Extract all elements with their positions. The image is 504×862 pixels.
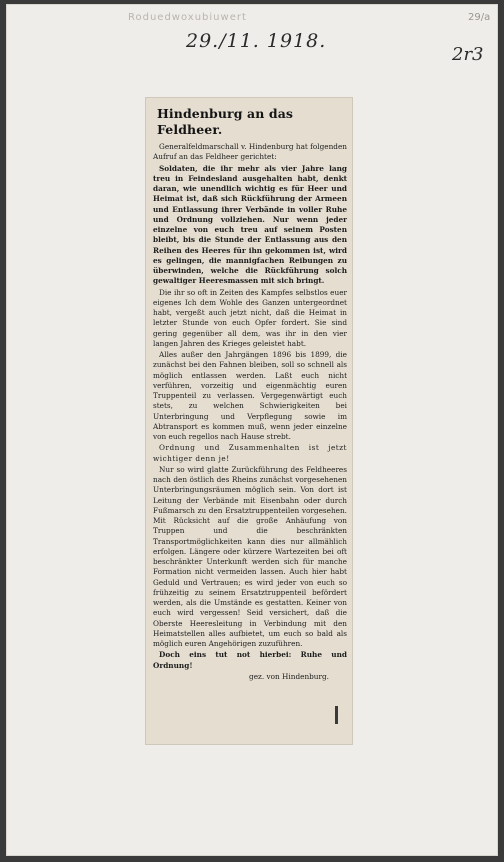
paragraph-intro: Generalfeldmarschall v. Hindenburg hat folgenden Aufruf an das Feldheer gerichtet: — [153, 142, 347, 162]
paragraph-5: Nur so wird glatte Zurückführung des Feldheeres nach den östlich des Rheins zunächst vorgesehenen Unterbringungsräumen möglich sein. Von dort ist Leitung der Verbände mit Eisenbahn oder durch Fußmarsch zu den Ersatztruppenteilen vorgesehen. Mit Rücksicht auf die große Anhäufung von Truppen und die beschränkten Transportmöglichkeiten kann dies nur allmählich erfolgen. Längere oder kürzere Wartezeiten bei oft beschränkter Unterkunft werden sich für manche Formation nicht vermeiden lassen. Auch hier habt Geduld und Vertrauen; es wird jeder von euch so frühzeitig zu seinem Ersatztruppenteil befördert werden, als die Umstände es gestatten. Keiner von euch wird vergessen! Seid versichert, daß die Oberste Heeresleitung in Verbindung mit den Heimatstellen alles aufbietet, um euch so bald als möglich euren Angehörigen zuzuführen. — [153, 464, 347, 648]
signature-line: gez. von Hindenburg. — [249, 671, 329, 681]
newspaper-clipping — [146, 98, 352, 744]
handwritten-folio: 2r3 — [452, 44, 484, 65]
faint-stamp: Roduedwoxubiuwert — [128, 12, 247, 23]
paragraph-2: Die ihr so oft in Zeiten des Kampfes selbstlos euer eigenes Ich dem Wohle des Ganzen untergeordnet habt, vergeßt auch jetzt nicht, daß die Heimat in letzter Stunde von euch Opfer fordert. Sie sind gering gegenüber all dem, was ihr in den vier langen Jahren des Krieges geleistet habt. — [153, 287, 347, 348]
paragraph-4: Ordnung und Zusammenhalten ist jetzt wichtiger denn je! — [153, 443, 347, 463]
paragraph-6: Doch eins tut not hierbei: Ruhe und Ordnung! — [153, 650, 347, 670]
paragraph-3: Alles außer den Jahrgängen 1896 bis 1899, die zunächst bei den Fahnen bleiben, soll so schnell als möglich entlassen werden. Laßt euch nicht verführen, vorzeitig und eigenmächtig euren Truppenteil zu verlassen. Vergegenwärtigt euch stets, zu welchen Schwierigkeiten bei Unterbringung und Verpflegung sowie im Abtransport es kommen muß, wenn jeder einzelne von euch regellos nach Hause strebt. — [153, 350, 347, 441]
archive-sheet — [6, 4, 498, 856]
clipping-body — [153, 142, 347, 671]
clipping-title: Hindenburg an das Feldheer. — [157, 106, 294, 137]
margin-mark — [335, 706, 338, 724]
handwritten-date: 29./11. 1918. — [186, 30, 327, 52]
paragraph-1: Soldaten, die ihr mehr als vier Jahre lang treu in Feindesland ausgehalten habt, denkt daran, wie unendlich wichtig es für Heer und Heimat ist, daß sich Rückführung der Armeen und Entlassung ihrer Verbände in voller Ruhe und Ordnung vollziehen. Nur wenn jeder einzelne von euch treu auf seinem Posten bleibt, bis die Stunde der Entlassung aus den Reihen des Heeres für ihn gekommen ist, wird es gelingen, die mannigfachen Reibungen zu überwinden, welche die Rückführung solch gewaltiger Heeresmassen mit sich bringt. — [153, 163, 347, 286]
pencil-note: 29/a — [468, 12, 491, 23]
